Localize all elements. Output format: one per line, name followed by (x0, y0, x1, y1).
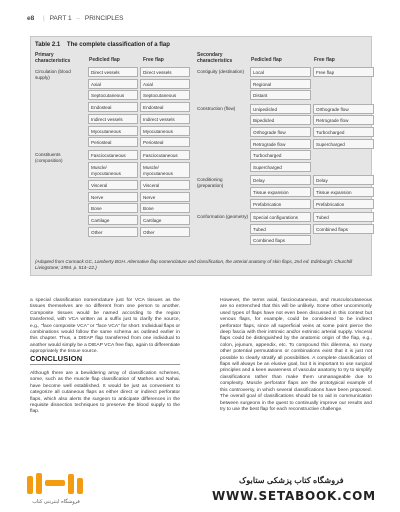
table-cell: Nerve (140, 192, 190, 202)
table-cell: Muscle/ myocutaneous (88, 162, 138, 178)
table-cell: Bone (140, 203, 190, 213)
table-cell: Visceral (140, 180, 190, 190)
table-cell: Cartilage (88, 215, 138, 225)
table-cell: Retrograde flow (250, 139, 311, 149)
group-label: Contiguity (destination) (197, 69, 244, 74)
table-cell: Bipedicled (250, 115, 311, 125)
table-cell: Indirect vessels (88, 114, 138, 124)
table-cell: Orthograde flow (250, 127, 311, 137)
table-cell: Prefabrication (313, 199, 374, 209)
table-cell: Periosteal (88, 137, 138, 147)
table-cell: Orthograde flow (313, 104, 374, 114)
setabook-logo (26, 470, 86, 506)
body-paragraph: However, the terms axial, fasciocutaneous, and musculocutaneous are so entrenched that this will be unlikely. Some other uncommonly used types of flaps have not even been discussed in this context but venous flaps, for example, could be considered to be indirect perforator flaps, since all superficial veins at some point pierce the deep fascia with their intrinsic and/or extrinsic arterial supply. Visceral flaps could be distinguished by the anatomic origin of the flap, e.g., colon, jejunum, appendix, etc. To compound this dilemma, so many other potential permutations or combinations exist that it is just not possible to clearly stratify all possibilities. A complete classification of flaps will always be an elusive goal, but it is important to use surgical principles and a keen awareness of vascular anatomy to try to simplify classifications rather than make them unmanageable due to complexity. Muscle perforator flaps are the prototypical example of this controversy, in which several classifications have been proposed. The overall goal of classifications should be to aid in communication between surgeons in the quest to continually improve our results and try to use the best flap for each reconstructive challenge. (220, 298, 372, 412)
section-heading: CONCLUSION (30, 354, 83, 363)
table-cell: Supercharged (313, 139, 374, 149)
table-cell: Endosteal (88, 102, 138, 112)
classification-table (30, 36, 372, 276)
table-cell: Distant (250, 90, 311, 100)
left-column (30, 298, 180, 359)
table-cell (313, 150, 374, 160)
table-cell (313, 90, 374, 100)
table-cell: Indirect vessels (140, 114, 190, 124)
section-rule (30, 364, 180, 365)
table-cell: Delay (250, 175, 311, 185)
table-cell: Supercharged (250, 162, 311, 172)
table-cell: Direct vessels (140, 67, 190, 77)
group-label: Conformation (geometry) (197, 213, 249, 219)
column-header-pedicled: Pedicled flap (89, 57, 120, 63)
logo-subtitle: فروشگاه اینترنتی کتاب (32, 499, 80, 505)
column-header-free-2: Free flap (314, 57, 335, 63)
table-cell: Other (88, 227, 138, 237)
table-cell: Other (140, 227, 190, 237)
table-cell: Direct vessels (88, 67, 138, 77)
left-column-lower (30, 371, 180, 419)
table-cell (313, 79, 374, 89)
table-cell: Muscle/ myocutaneous (140, 162, 190, 178)
table-caption: (Adapted from Cormack GC, Lamberty BGH. Alternative flap nomenclature and classification, the arterial anatomy of skin flaps, 2nd ed. Edinburgh: Churchill Livingstone; 1994. p. 514–22.) (35, 259, 353, 270)
table-cell: Axial (88, 79, 138, 89)
table-cell: Delay (313, 175, 374, 185)
table-cell: Turbocharged (250, 150, 311, 160)
group-label: Constituents (composition) (35, 152, 63, 163)
column-header-free: Free flap (143, 57, 164, 63)
table-cell: Free flap (313, 67, 374, 77)
table-cell: Tissue expansion (313, 187, 374, 197)
table-cell: Visceral (88, 180, 138, 190)
table-cell: Fasciocutaneous (88, 150, 138, 160)
group-label: Conditioning (preparation) (197, 177, 224, 188)
page-number: e8 (27, 15, 35, 22)
table-cell: Cartilage (140, 215, 190, 225)
table-cell: Local (250, 67, 311, 77)
table-cell: Bone (88, 203, 138, 213)
column-header-primary: Primary characteristics (35, 52, 71, 64)
table-cell: Nerve (88, 192, 138, 202)
running-header (27, 15, 124, 22)
table-title: Table 2.1 The complete classification of a flap (35, 42, 170, 48)
column-header-pedicled-2: Pedicled flap (251, 57, 282, 63)
part-label: PART 1 (49, 15, 72, 22)
table-cell: Fasciocutaneous (140, 150, 190, 160)
header-separator: | (43, 15, 45, 22)
group-label: Circulation (blood supply) (35, 69, 71, 80)
table-cell: Septocutaneous (140, 90, 190, 100)
column-header-secondary: Secondary characteristics (197, 52, 233, 64)
table-cell (313, 162, 374, 172)
table-cell: Endosteal (140, 102, 190, 112)
table-cell: Axial (140, 79, 190, 89)
table-cell: Tissue expansion (250, 187, 311, 197)
table-cell: Retrograde flow (313, 115, 374, 125)
table-cell: Regional (250, 79, 311, 89)
table-cell: Myocutaneous (140, 126, 190, 136)
table-cell: Combined flaps (250, 235, 311, 245)
body-paragraph: a special classification nomenclature just for VCA tissues as the tissues themselves are no different from one person to another. Composite tissues would be named according to the region transferred, with VCA written as a suffix just to clarify the source, e.g., "face composite VCA" or "face VCA" for short. Individual flaps or combinations would follow the same schema as outlined earlier in this chapter. Thus, a DIEAP flap transferred from one individual to another would simply be a DIEAP VCA free flap, again to differentiate appropriately the tissue source. (30, 298, 180, 355)
table-cell: Tubed (250, 224, 311, 234)
group-label: Construction (flow) (197, 105, 236, 111)
table-cell: Unipedicled (250, 104, 311, 114)
part-title: PRINCIPLES (84, 15, 124, 22)
table-cell: Turbocharged (313, 127, 374, 137)
table-cell: Tubed (313, 212, 374, 222)
header-separator: – (76, 15, 81, 22)
body-paragraph: Although there are a bewildering array of classification schemes, some, such as the muscle flap classification of Mathes and Nahai, have become well established. It would be just as convenient to categorize all cutaneous flaps as either direct or indirect perforator flaps, which also alerts the surgeon to anticipate differences in the requisite dissection techniques to preserve the blood supply to the flap. (30, 371, 180, 415)
table-cell: Combined flaps (313, 224, 374, 234)
store-name: فروشگاه کتاب پزشکی ستابوک (239, 476, 344, 485)
right-column (220, 298, 372, 416)
table-cell (313, 235, 374, 245)
table-cell: Prefabrication (250, 199, 311, 209)
store-url: WWW.SETABOOK.COM (212, 489, 376, 503)
table-cell: Septocutaneous (88, 90, 138, 100)
table-cell: Myocutaneous (88, 126, 138, 136)
table-cell: Periosteal (140, 137, 190, 147)
table-cell: Special configurations (250, 212, 311, 222)
